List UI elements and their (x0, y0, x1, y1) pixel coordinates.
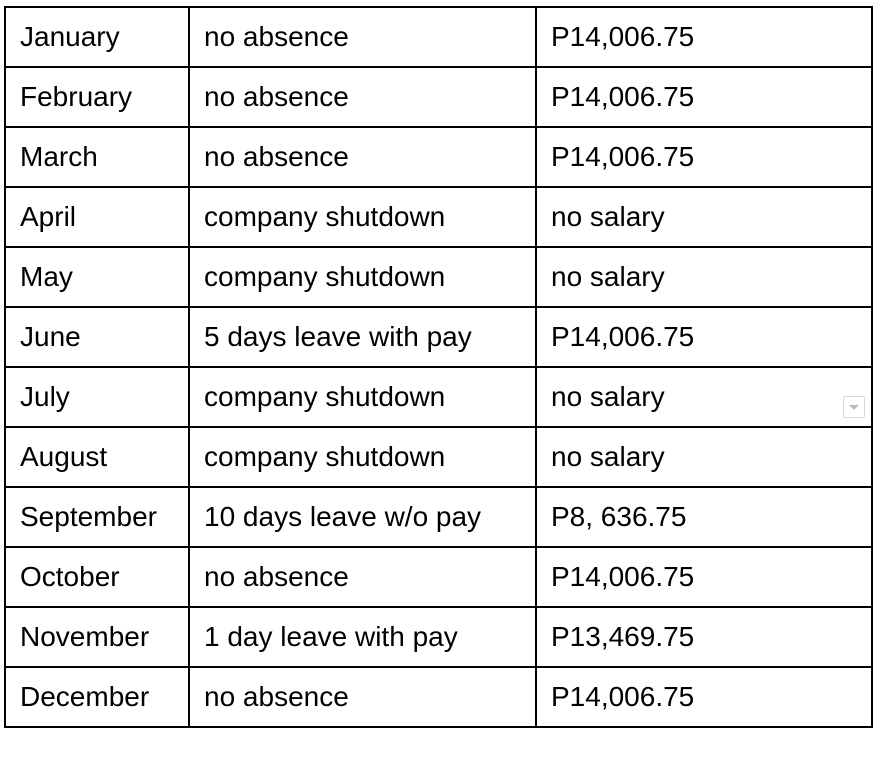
attendance-cell[interactable]: company shutdown (189, 367, 536, 427)
attendance-cell[interactable]: 10 days leave w/o pay (189, 487, 536, 547)
salary-cell[interactable]: P14,006.75 (536, 667, 872, 727)
attendance-cell[interactable]: company shutdown (189, 247, 536, 307)
month-cell[interactable]: March (5, 127, 189, 187)
attendance-cell[interactable]: no absence (189, 547, 536, 607)
month-cell[interactable]: December (5, 667, 189, 727)
salary-cell[interactable]: no salary (536, 187, 872, 247)
attendance-cell[interactable]: company shutdown (189, 187, 536, 247)
month-cell[interactable]: September (5, 487, 189, 547)
attendance-cell[interactable]: 1 day leave with pay (189, 607, 536, 667)
salary-cell[interactable]: no salary (536, 247, 872, 307)
chevron-down-icon[interactable] (843, 396, 865, 418)
table-row (5, 247, 872, 307)
salary-sheet (4, 6, 873, 728)
month-cell[interactable]: August (5, 427, 189, 487)
attendance-cell[interactable]: 5 days leave with pay (189, 307, 536, 367)
salary-cell[interactable]: P14,006.75 (536, 127, 872, 187)
month-cell[interactable]: April (5, 187, 189, 247)
table-row (5, 367, 872, 427)
month-cell[interactable]: February (5, 67, 189, 127)
table-row (5, 547, 872, 607)
table-row (5, 67, 872, 127)
table-row (5, 667, 872, 727)
table-row (5, 427, 872, 487)
month-cell[interactable]: November (5, 607, 189, 667)
table-row (5, 607, 872, 667)
attendance-cell[interactable]: no absence (189, 667, 536, 727)
attendance-cell[interactable]: no absence (189, 7, 536, 67)
attendance-cell[interactable]: no absence (189, 127, 536, 187)
table-row (5, 307, 872, 367)
attendance-cell[interactable]: no absence (189, 67, 536, 127)
salary-table (4, 6, 873, 728)
table-row (5, 187, 872, 247)
attendance-cell[interactable]: company shutdown (189, 427, 536, 487)
table-row (5, 127, 872, 187)
month-cell[interactable]: June (5, 307, 189, 367)
salary-cell[interactable]: no salary (536, 367, 872, 427)
salary-cell[interactable]: P13,469.75 (536, 607, 872, 667)
salary-cell[interactable]: P14,006.75 (536, 67, 872, 127)
month-cell[interactable]: January (5, 7, 189, 67)
salary-cell[interactable]: P14,006.75 (536, 307, 872, 367)
salary-cell[interactable]: no salary (536, 427, 872, 487)
table-row (5, 7, 872, 67)
table-row (5, 487, 872, 547)
salary-cell[interactable]: P8, 636.75 (536, 487, 872, 547)
month-cell[interactable]: May (5, 247, 189, 307)
month-cell[interactable]: July (5, 367, 189, 427)
salary-cell[interactable]: P14,006.75 (536, 547, 872, 607)
salary-cell[interactable]: P14,006.75 (536, 7, 872, 67)
month-cell[interactable]: October (5, 547, 189, 607)
